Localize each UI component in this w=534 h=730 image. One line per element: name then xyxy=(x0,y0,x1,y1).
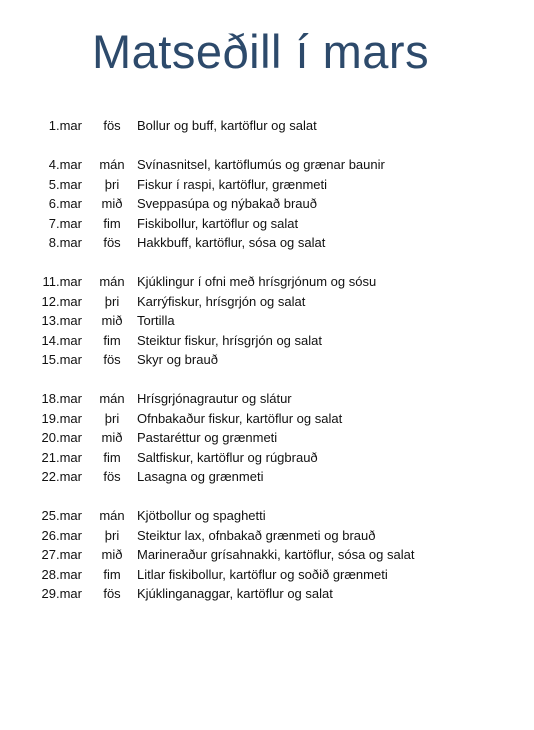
menu-date: 22.mar xyxy=(41,469,82,484)
menu-dish: Fiskibollur, kartöflur og salat xyxy=(137,215,299,231)
menu-row xyxy=(0,428,534,448)
menu-dish: Saltfiskur, kartöflur og rúgbrauð xyxy=(137,449,318,465)
menu-date: 15.mar xyxy=(41,352,82,367)
menu-date: 6.mar xyxy=(48,196,82,211)
menu-day: mán xyxy=(99,391,125,406)
menu-date: 5.mar xyxy=(48,176,82,192)
menu-list xyxy=(0,116,534,623)
menu-date: 8.mar xyxy=(48,235,82,250)
menu-row xyxy=(0,545,534,565)
menu-day: mán xyxy=(99,274,125,289)
menu-dish: Bollur og buff, kartöflur og salat xyxy=(137,118,317,133)
menu-dish: Kjúklinganaggar, kartöflur og salat xyxy=(137,586,333,601)
menu-date: 19.mar xyxy=(41,410,82,426)
page-title: Matseðill í mars xyxy=(92,25,430,78)
menu-date: 25.mar xyxy=(41,508,82,523)
menu-dish: Skyr og brauð xyxy=(137,352,218,367)
menu-week xyxy=(0,272,534,370)
menu-day: fim xyxy=(103,215,121,231)
menu-date: 13.mar xyxy=(41,313,82,328)
menu-row xyxy=(0,272,534,292)
menu-day: fim xyxy=(103,449,121,465)
menu-row xyxy=(0,350,534,370)
menu-row xyxy=(0,584,534,604)
menu-row xyxy=(0,175,534,195)
menu-date: 14.mar xyxy=(41,332,82,348)
menu-row xyxy=(0,526,534,546)
menu-date: 29.mar xyxy=(41,586,82,601)
menu-date: 11.mar xyxy=(42,274,82,289)
menu-week xyxy=(0,506,534,604)
menu-dish: Karrýfiskur, hrísgrjón og salat xyxy=(137,293,306,309)
menu-date: 26.mar xyxy=(41,527,82,543)
menu-date: 28.mar xyxy=(41,566,82,582)
menu-day: mið xyxy=(101,430,123,445)
menu-dish: Pastaréttur og grænmeti xyxy=(137,430,278,445)
menu-row xyxy=(0,155,534,175)
menu-dish: Marineraður grísahnakki, kartöflur, sósa og salat xyxy=(137,547,415,562)
menu-row xyxy=(0,565,534,585)
menu-date: 7.mar xyxy=(48,215,82,231)
menu-day: þri xyxy=(104,527,120,543)
menu-date: 18.mar xyxy=(41,391,82,406)
menu-dish: Tortilla xyxy=(137,313,175,328)
menu-day: fös xyxy=(103,118,121,133)
menu-date: 21.mar xyxy=(41,449,82,465)
menu-day: þri xyxy=(104,176,120,192)
menu-day: mán xyxy=(99,157,125,172)
menu-dish: Steiktur fiskur, hrísgrjón og salat xyxy=(137,332,322,348)
menu-day: fös xyxy=(103,235,121,250)
menu-dish: Fiskur í raspi, kartöflur, grænmeti xyxy=(137,176,327,192)
menu-date: 20.mar xyxy=(41,430,82,445)
menu-row xyxy=(0,214,534,234)
menu-dish: Kjúklingur í ofni með hrísgrjónum og sósu xyxy=(137,274,377,289)
menu-day: fös xyxy=(103,586,121,601)
menu-dish: Kjötbollur og spaghetti xyxy=(137,508,266,523)
menu-row xyxy=(0,467,534,487)
menu-day: mið xyxy=(101,547,123,562)
menu-date: 27.mar xyxy=(41,547,82,562)
menu-day: mið xyxy=(101,313,123,328)
menu-week xyxy=(0,389,534,487)
menu-row xyxy=(0,233,534,253)
menu-day: þri xyxy=(104,293,120,309)
menu-row xyxy=(0,448,534,468)
menu-day: mán xyxy=(99,508,125,523)
menu-row xyxy=(0,116,534,136)
menu-dish: Svínasnitsel, kartöflumús og grænar baunir xyxy=(137,157,385,172)
menu-day: fim xyxy=(103,332,121,348)
menu-row xyxy=(0,292,534,312)
menu-row xyxy=(0,506,534,526)
menu-day: mið xyxy=(101,196,123,211)
menu-row xyxy=(0,194,534,214)
menu-dish: Sveppasúpa og nýbakað brauð xyxy=(137,196,317,211)
menu-dish: Steiktur lax, ofnbakað grænmeti og brauð xyxy=(137,527,376,543)
menu-date: 1.mar xyxy=(48,118,82,133)
menu-row xyxy=(0,389,534,409)
menu-row xyxy=(0,409,534,429)
menu-dish: Litlar fiskibollur, kartöflur og soðið grænmeti xyxy=(137,566,388,582)
menu-day: þri xyxy=(104,410,120,426)
menu-date: 4.mar xyxy=(48,157,82,172)
menu-dish: Hrísgrjónagrautur og slátur xyxy=(137,391,292,406)
menu-dish: Hakkbuff, kartöflur, sósa og salat xyxy=(137,235,326,250)
menu-row xyxy=(0,311,534,331)
menu-dish: Lasagna og grænmeti xyxy=(137,469,264,484)
menu-day: fös xyxy=(103,469,121,484)
menu-week xyxy=(0,155,534,253)
menu-day: fim xyxy=(103,566,121,582)
menu-week xyxy=(0,116,534,136)
menu-day: fös xyxy=(103,352,121,367)
menu-date: 12.mar xyxy=(41,293,82,309)
menu-dish: Ofnbakaður fiskur, kartöflur og salat xyxy=(137,410,343,426)
menu-row xyxy=(0,331,534,351)
